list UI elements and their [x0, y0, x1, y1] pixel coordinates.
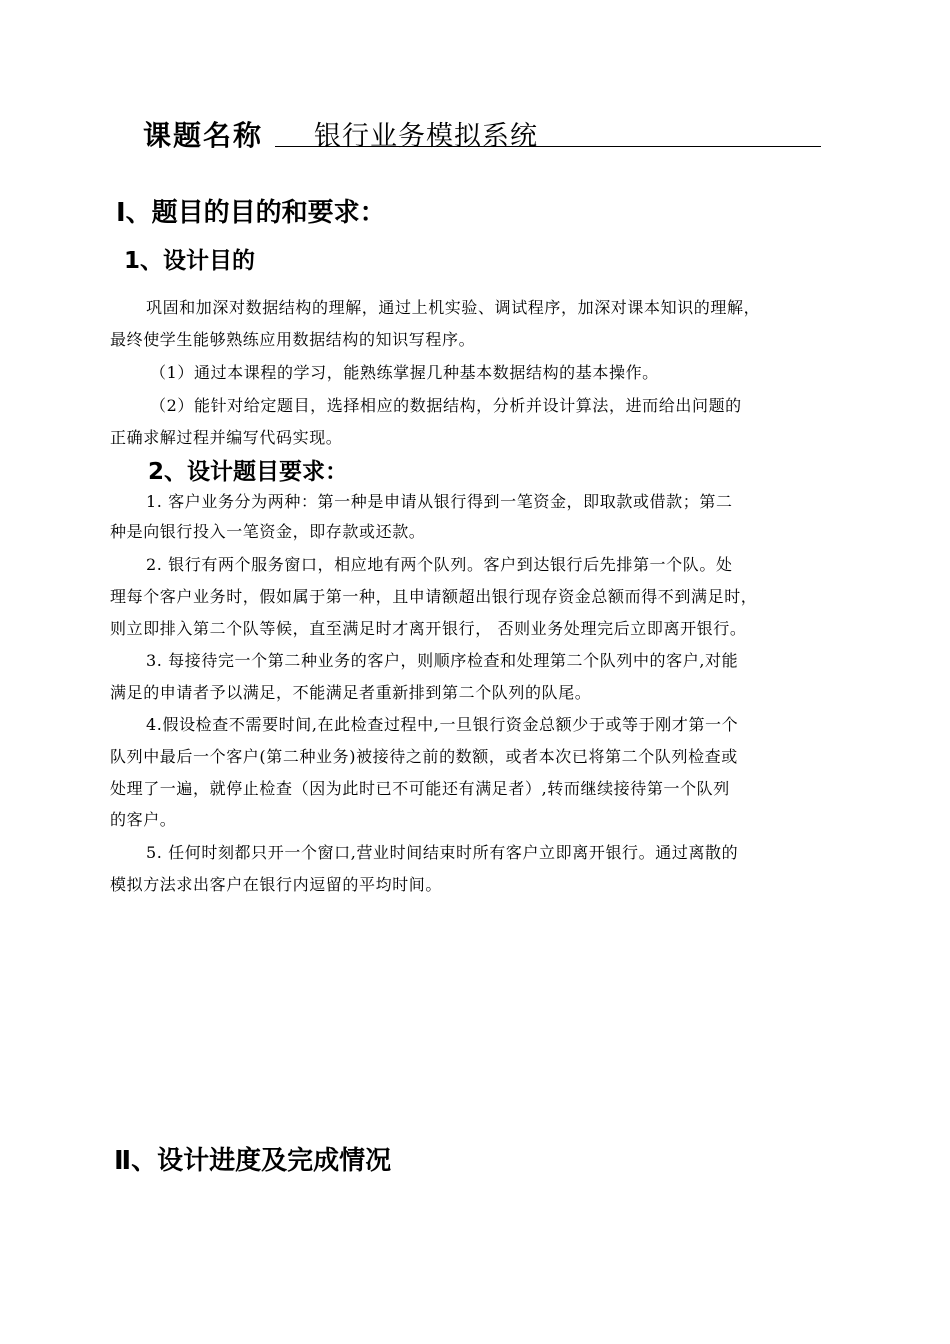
purpose-line-1: 巩固和加深对数据结构的理解，通过上机实验、调试程序，加深对课本知识的理解， [146, 298, 761, 317]
purpose-line-4: （2）能针对给定题目，选择相应的数据结构，分析并设计算法，进而给出问题的 [150, 396, 742, 415]
requirement-line: 2. 银行有两个服务窗口，相应地有两个队列。客户到达银行后先排第一个队。处 [146, 555, 733, 574]
section-2-heading: Ⅱ、设计进度及完成情况 [114, 1146, 392, 1176]
requirement-line: 理每个客户业务时，假如属于第一种，且申请额超出银行现存资金总额而得不到满足时， [110, 587, 758, 606]
requirement-line: 种是向银行投入一笔资金，即存款或还款。 [110, 522, 426, 541]
purpose-line-3: （1）通过本课程的学习，能熟练掌握几种基本数据结构的基本操作。 [150, 363, 659, 382]
section-1-heading: Ⅰ、题目的目的和要求： [116, 198, 386, 228]
topic-value: 银行业务模拟系统 [314, 121, 538, 152]
requirement-line: 队列中最后一个客户(第二种业务)被接待之前的数额，或者本次已将第二个队列检查或 [110, 747, 738, 766]
topic-underline [275, 146, 821, 147]
requirement-line: 处理了一遍，就停止检查（因为此时已不可能还有满足者）,转而继续接待第一个队列 [110, 779, 730, 798]
requirement-line: 的客户。 [110, 810, 177, 829]
purpose-heading: 1、设计目的 [124, 248, 256, 274]
requirement-line: 3. 每接待完一个第二种业务的客户，则顺序检查和处理第二个队列中的客户,对能 [146, 651, 739, 670]
requirement-line: 4.假设检查不需要时间,在此检查过程中,一旦银行资金总额少于或等于刚才第一个 [146, 715, 739, 734]
requirements-heading: 2、设计题目要求： [148, 459, 349, 485]
requirement-line: 满足的申请者予以满足，不能满足者重新排到第二个队列的队尾。 [110, 683, 592, 702]
requirement-line: 5. 任何时刻都只开一个窗口,营业时间结束时所有客户立即离开银行。通过离散的 [146, 843, 739, 862]
purpose-line-2: 最终使学生能够熟练应用数据结构的知识写程序。 [110, 330, 476, 349]
topic-label: 课题名称 [143, 119, 264, 152]
requirement-line: 模拟方法求出客户在银行内逗留的平均时间。 [110, 875, 443, 894]
requirement-line: 1. 客户业务分为两种：第一种是申请从银行得到一笔资金，即取款或借款；第二 [146, 492, 733, 511]
requirement-line: 则立即排入第二个队等候，直至满足时才离开银行， 否则业务处理完后立即离开银行。 [110, 619, 747, 638]
purpose-line-5: 正确求解过程并编写代码实现。 [110, 428, 343, 447]
